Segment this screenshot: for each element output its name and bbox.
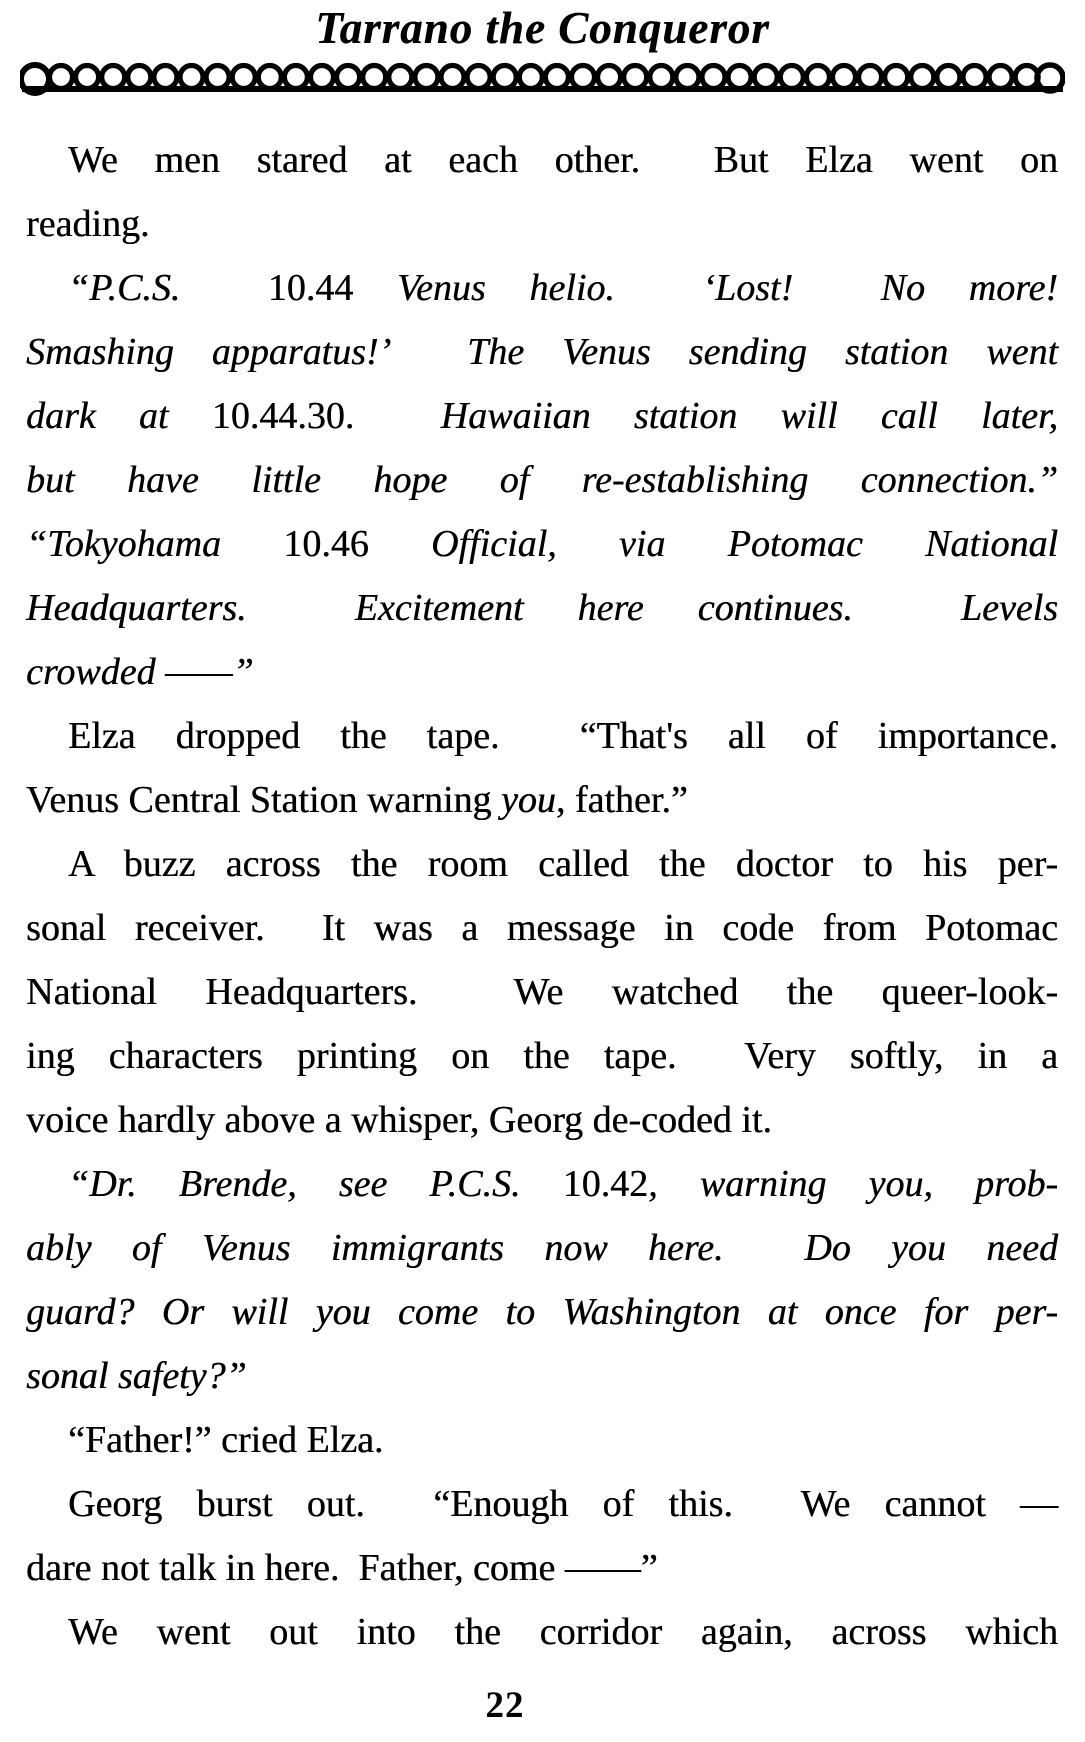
italic-run: Smashing apparatus!’ The Venus sending station went [26,331,1058,373]
italic-run: , warning you, prob- [648,1163,1059,1205]
text-line [26,128,1058,192]
text-line [26,768,1058,832]
roman-run: 10.42 [562,1163,649,1205]
roman-run: We went out into the corridor again, across which [68,1611,1058,1653]
text-line [26,1088,1058,1152]
text-line [26,576,1058,640]
text-line [26,832,1058,896]
roman-run: We men stared at each other. But Elza went on [68,139,1058,181]
roman-run: reading. [26,203,150,245]
roman-run: National Headquarters. We watched the queer-look- [26,971,1058,1013]
italic-run: Headquarters. Excitement here continues. Levels [26,587,1058,629]
roman-run: Georg burst out. “Enough of this. We cannot — [68,1483,1058,1525]
italic-run: crowded ——” [26,651,254,693]
italic-run: you [500,779,556,821]
text-line [26,704,1058,768]
roman-run: , father.” [555,779,688,821]
roman-run: 10.46 [283,523,369,565]
text-line [26,1280,1058,1344]
roman-run: “Father!” cried Elza. [68,1419,384,1461]
text-line [26,384,1058,448]
italic-run: “Tokyohama [26,523,284,565]
text-line [26,1536,1058,1600]
roman-run: sonal receiver. It was a message in code from Potomac [26,907,1058,949]
italic-run: “Dr. Brende, see P.C.S. [68,1163,563,1205]
text-line [26,640,1058,704]
italic-run: sonal safety?” [26,1355,247,1397]
text-line [26,1344,1058,1408]
roman-run: Elza dropped the tape. “That's all of importance. [68,715,1058,757]
italic-run: Venus helio. ‘Lost! No more! [353,267,1058,309]
text-line [26,320,1058,384]
text-line [26,896,1058,960]
chain-ornament [20,56,1065,104]
roman-run: ing characters printing on the tape. Very softly, in a [26,1035,1058,1077]
page-number: 22 [485,1685,525,1726]
text-line [26,192,1058,256]
italic-run: dark at [26,395,212,437]
roman-run: A buzz across the room called the doctor to his per- [68,843,1058,885]
roman-run: voice hardly above a whisper, Georg de-coded it. [26,1099,772,1141]
italic-run: Hawaiian station will call later, [354,395,1059,437]
roman-run: 10.44.30. [211,395,355,437]
text-line [26,960,1058,1024]
text-line [26,1216,1058,1280]
italic-run: ably of Venus immigrants now here. Do you need [26,1227,1058,1269]
text-line [26,448,1058,512]
roman-run: Venus Central Station warning [26,779,501,821]
text-line [26,1472,1058,1536]
roman-run: dare not talk in here. Father, come ——” [26,1547,658,1589]
chain-loop-border-icon [20,56,1065,104]
running-title: Tarrano the Conqueror [315,3,770,53]
text-line [26,1024,1058,1088]
text-line [26,1408,1058,1472]
body-text [26,128,1058,1664]
italic-run: guard? Or will you come to Washington at once for per- [26,1291,1058,1333]
text-line [26,256,1058,320]
italic-run: but have little hope of re-establishing connection.” [26,459,1058,501]
roman-run: 10.44 [267,267,354,309]
italic-run: Official, via Potomac National [368,523,1058,565]
text-line [26,1152,1058,1216]
text-line [26,1600,1058,1664]
text-line [26,512,1058,576]
italic-run: “P.C.S. [68,267,268,309]
